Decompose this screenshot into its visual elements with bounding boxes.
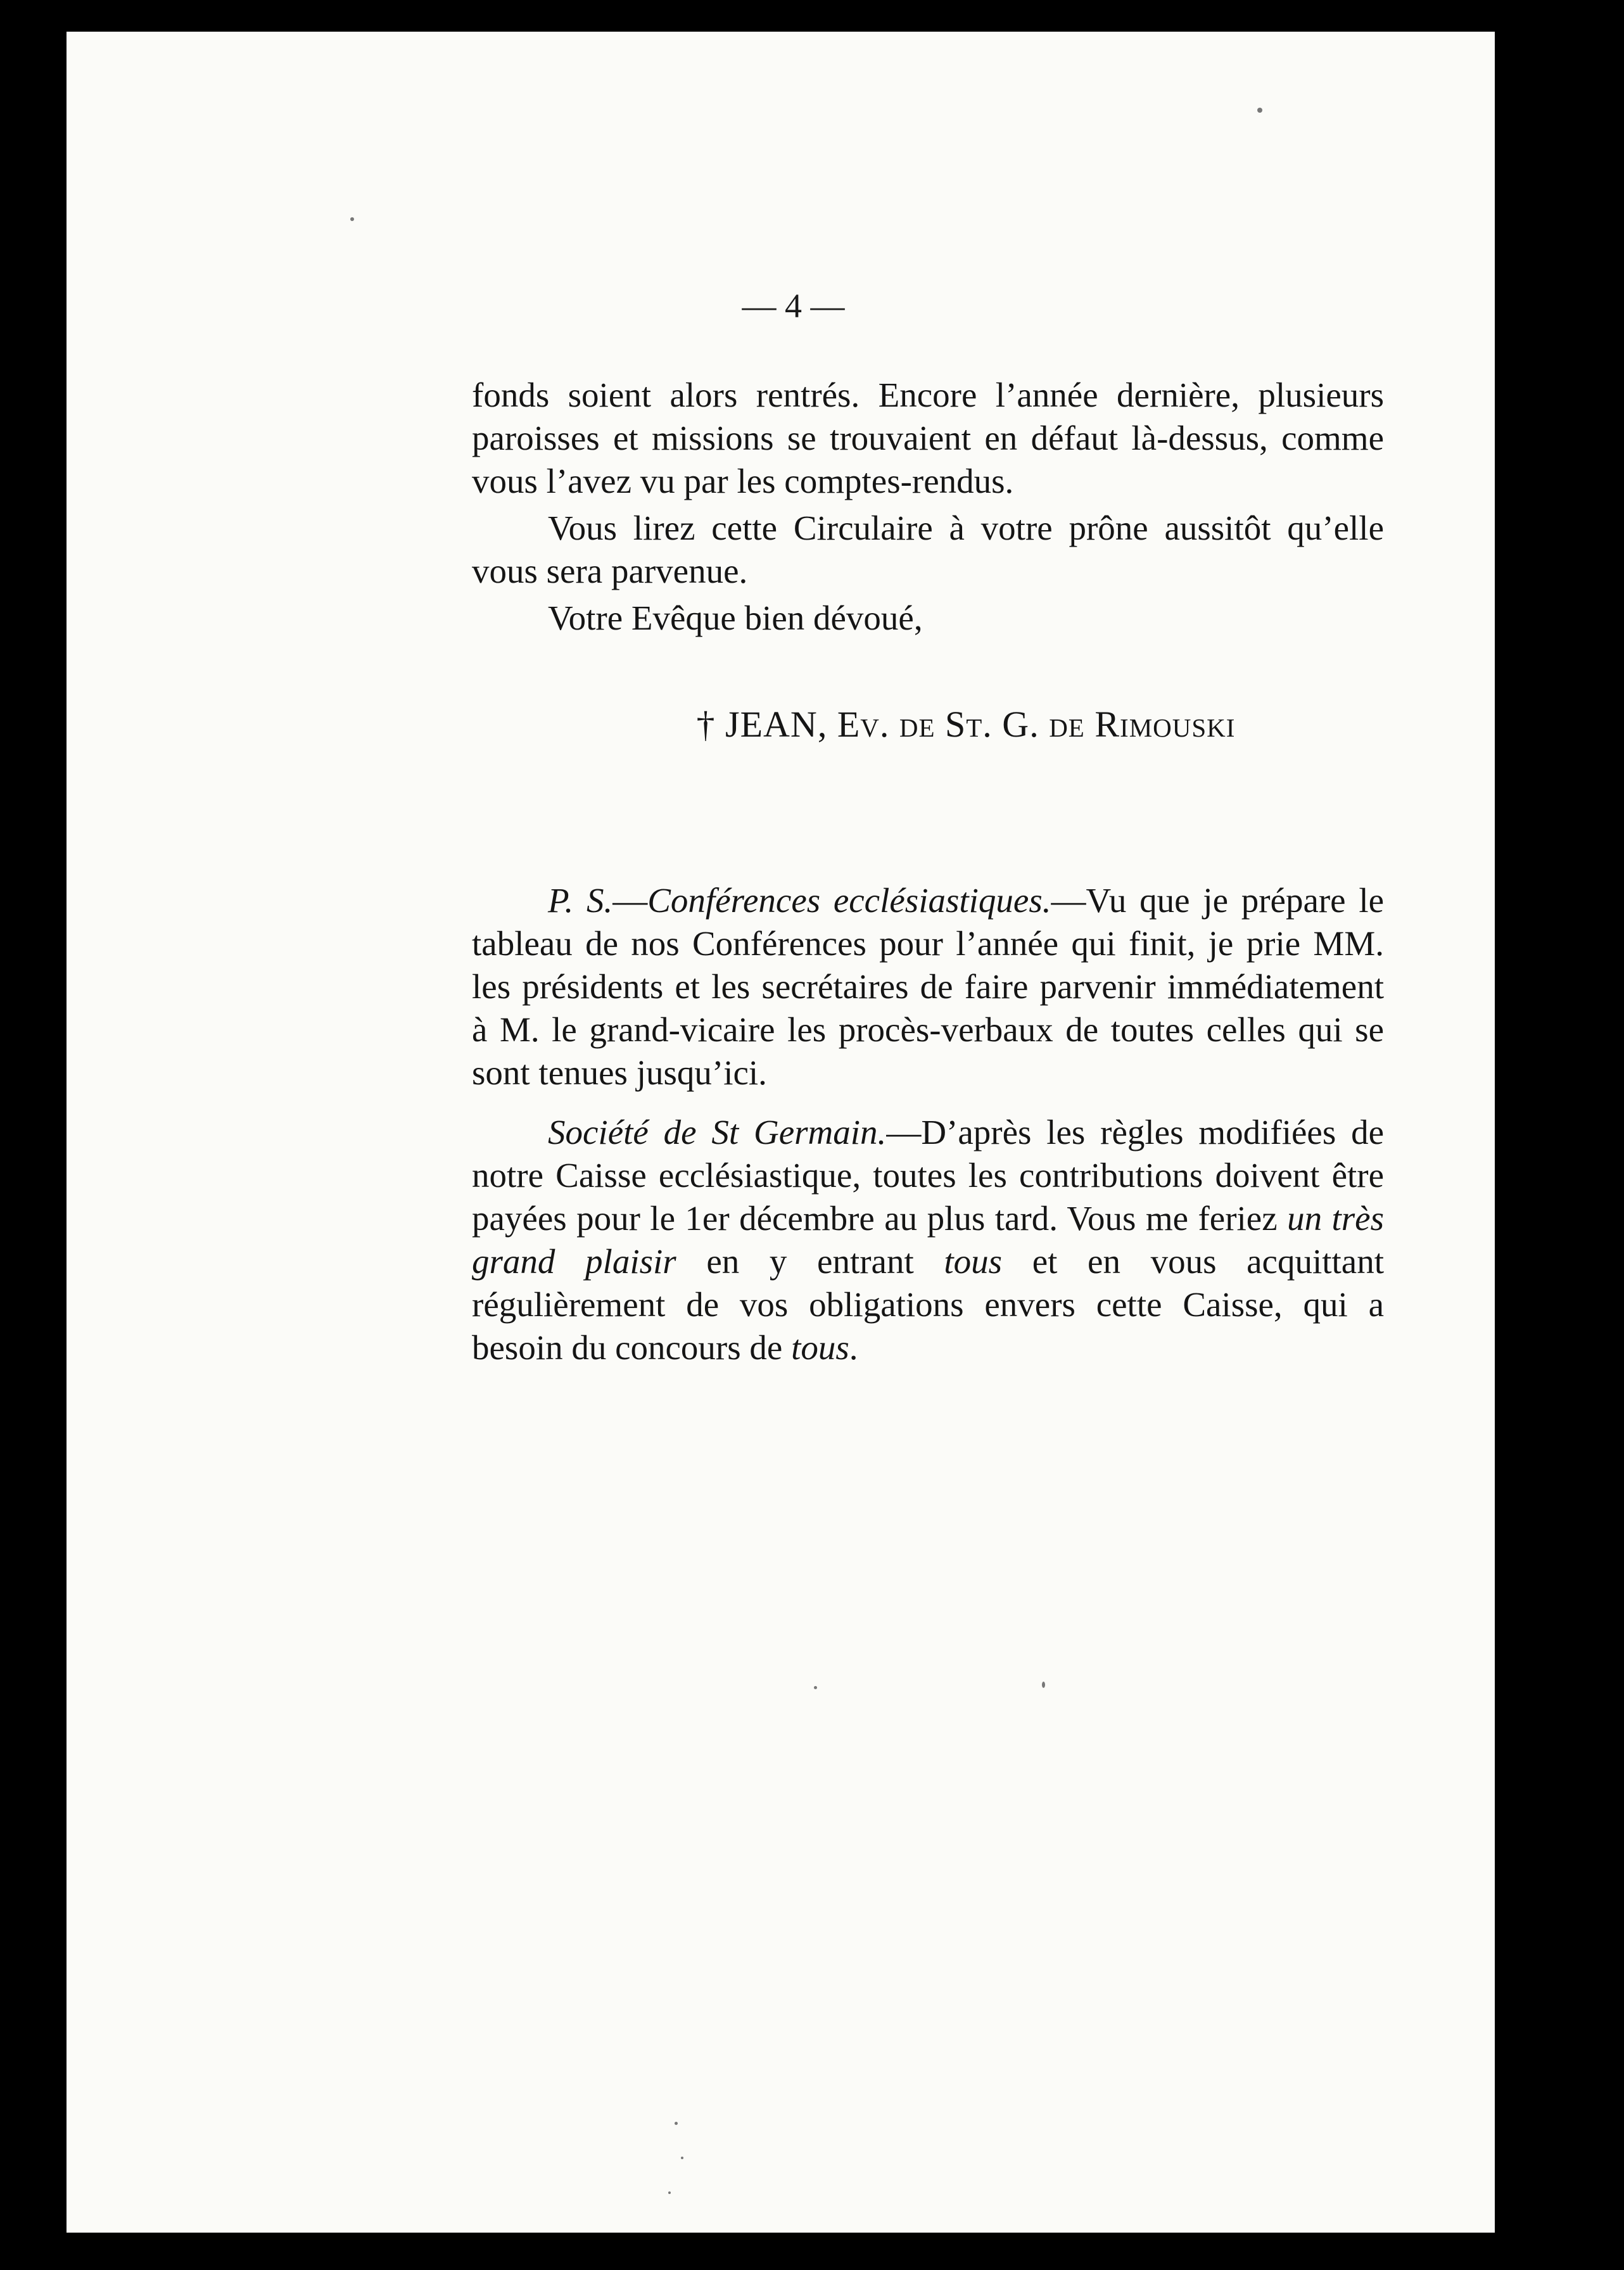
postscript-section xyxy=(472,879,1384,1369)
bishop-signature: † JEAN, Ev. de St. G. de Rimouski xyxy=(696,704,1236,745)
speck xyxy=(675,2122,678,2125)
society-text-4: . xyxy=(849,1328,858,1367)
ps-label: P. S. xyxy=(548,881,613,920)
society-text-3: et en vous acquittant régulièrement de vos obligations envers cette Caisse, qui a besoin du concours de xyxy=(472,1242,1384,1367)
speck xyxy=(1042,1682,1045,1688)
body-paragraph-2: Vous lirez cette Circulaire à votre prône aussitôt qu’elle vous sera parvenue. xyxy=(472,509,1384,590)
document-page xyxy=(67,32,1495,2233)
society-text-2: en y entrant xyxy=(676,1242,944,1281)
ps-title: Conférences ecclésiastiques. xyxy=(647,881,1051,920)
ps-text: —Vu que je prépare le tableau de nos Conférences pour l’année qui finit, je prie MM. les présidents et les secrétaires de faire parvenir immédiatement à M. le grand-vicaire les procès-verbaux de toutes celles qui se sont tenues jusqu’ici. xyxy=(472,881,1385,1092)
closing-salutation: Votre Evêque bien dévoué, xyxy=(548,599,923,637)
postscript-society xyxy=(472,1111,1384,1369)
section-gap xyxy=(472,746,1384,879)
postscript-conferences xyxy=(472,879,1384,1094)
society-emphasis-1: un très grand plaisir xyxy=(472,1199,1384,1281)
speck xyxy=(681,2157,683,2159)
ps-dash: — xyxy=(612,881,648,920)
body-paragraph-1: fonds soient alors rentrés. Encore l’année dernière, plusieurs paroisses et missions se trouvaient en défaut là-dessus, comme vous l’avez vu par les comptes-rendus. xyxy=(472,376,1384,500)
speck xyxy=(350,217,354,221)
speck xyxy=(1257,108,1262,113)
page-content xyxy=(472,374,1384,1369)
society-text-1: —D’après les règles modifiées de notre Caisse ecclésiastique, toutes les contributions doivent être payées pour le 1er décembre au plus tard. Vous me feriez xyxy=(472,1113,1384,1238)
speck xyxy=(814,1686,817,1689)
society-emphasis-2: tous xyxy=(944,1242,1003,1281)
speck xyxy=(668,2191,671,2194)
page-number: — 4 — xyxy=(742,287,845,325)
society-title: Société de St Germain. xyxy=(548,1113,887,1151)
society-emphasis-3: tous xyxy=(791,1328,849,1367)
